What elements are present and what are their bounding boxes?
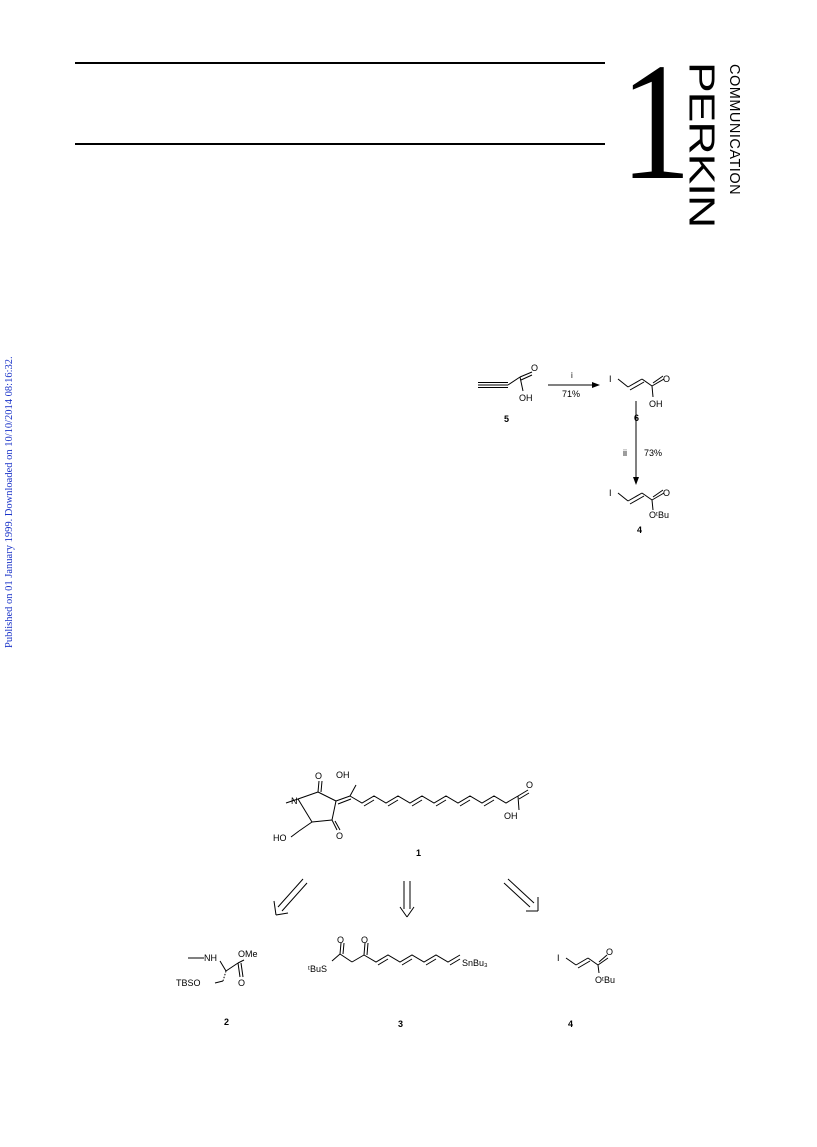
- atom-o: O: [238, 978, 246, 988]
- logo-name: PERKIN: [681, 62, 723, 228]
- group-tbus: ᵗBuS: [308, 964, 327, 974]
- atom-oh: OH: [336, 770, 350, 780]
- atom-o: O: [336, 831, 344, 841]
- atom-o: O: [663, 374, 671, 384]
- compound-label: 6: [634, 413, 640, 423]
- group-snbu3: SnBu₃: [462, 958, 488, 968]
- atom-o: O: [526, 780, 534, 790]
- atom-o: O: [531, 363, 539, 373]
- atom-oh: OH: [649, 399, 663, 409]
- logo-numeral: 1: [620, 29, 687, 215]
- compound-label: 4: [637, 525, 643, 535]
- atom-o: O: [663, 488, 671, 498]
- group-tbso: TBSO: [176, 978, 201, 988]
- step-ii-label: ii: [623, 448, 627, 458]
- group-otbu: OᵗBu: [595, 975, 615, 985]
- atom-n: N: [291, 796, 298, 806]
- group-nh: NH: [204, 953, 217, 963]
- atom-ho: HO: [273, 833, 287, 843]
- atom-iodine: I: [609, 374, 612, 384]
- atom-iodine: I: [609, 488, 612, 498]
- group-ome: OMe: [238, 949, 258, 959]
- compound-label: 2: [224, 1017, 230, 1027]
- header-rule-top: [75, 62, 605, 64]
- header-rule-bottom: [75, 143, 605, 145]
- atom-o: O: [315, 771, 323, 781]
- compound-label: 5: [504, 414, 510, 424]
- atom-iodine: I: [557, 953, 560, 963]
- step-ii-yield: 73%: [644, 448, 663, 458]
- compound-label: 1: [416, 848, 422, 858]
- compound-label: 3: [398, 1019, 404, 1029]
- logo-section: COMMUNICATION: [726, 64, 742, 196]
- download-stamp[interactable]: Published on 01 January 1999. Downloaded on 10/10/2014 08:16:32.: [4, 356, 15, 648]
- step-i-yield: 71%: [562, 389, 581, 399]
- atom-oh: OH: [519, 393, 533, 403]
- synthesis-scheme: [440, 355, 700, 545]
- atom-o: O: [337, 935, 345, 945]
- step-i-label: i: [571, 371, 573, 380]
- retrosynthesis-scheme: [160, 765, 650, 1040]
- atom-o: O: [606, 947, 614, 957]
- group-otbu: OᵗBu: [649, 510, 669, 520]
- atom-o: O: [361, 935, 369, 945]
- compound-label: 4: [568, 1019, 574, 1029]
- atom-oh: OH: [504, 811, 518, 821]
